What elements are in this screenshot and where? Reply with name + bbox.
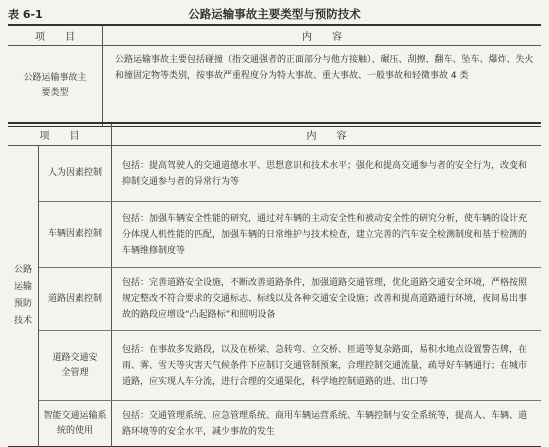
header-content: 内 容 <box>103 25 542 46</box>
row-content: 包括：在事故多发路段，以及在桥梁、急转弯、立交桥、匝道等复杂路面，易积水地点设置警告牌，在雨、雾、雪天等灾害天气候条件下应制订交通管制预案，合理控制交通流量，疏导好车辆通行；在城市道路，应实现人车分流，进行合理的交通渠化，科学地控制道路的进、出口等 <box>112 331 542 401</box>
row-name: 道路因素控制 <box>39 268 112 331</box>
prevention-technology-table <box>8 122 541 447</box>
table-header-row <box>8 25 541 46</box>
row-name-label: 智能交通运输系统的使用 <box>43 410 107 436</box>
category-cell <box>8 146 39 447</box>
category-label: 公路运输预防技术 <box>13 265 32 326</box>
row-name <box>39 331 112 401</box>
row-content: 包括：交通管理系统、应急管理系统、商用车辆运营系统、车辆控制与安全系统等，提高人、车辆、道路环境等的安全水平，减少事故的发生 <box>122 410 528 437</box>
table-row <box>8 268 541 331</box>
header-item: 项 目 <box>8 25 103 46</box>
row-content: 包括：提高驾驶人的交通道德水平、思想意识和技术水平；强化和提高交通参与者的安全行为，改变和抑制交通参与者的异常行为等 <box>112 146 542 202</box>
header-content: 内 容 <box>112 123 542 146</box>
table-row <box>8 202 541 268</box>
row-name-label: 道路交通安全管理 <box>52 352 98 378</box>
table-number: 表 6-1 <box>8 8 43 21</box>
row-content: 公路运输事故主要包括碰撞（指交通强者的正面部分与他方接触）、碾压、刮擦、翻车、坠车、爆炸、失火和撞固定物等类别，按事故严重程度分为特大事故、重大事故、一般事故和轻微事故 4 类 <box>115 55 534 81</box>
row-content: 包括：加强车辆安全性能的研究，通过对车辆的主动安全性和被动安全性的研究分析，使车辆的设计充分体现人机性能的匹配，加强车辆的日常维护与技术检查，建立完善的汽车安全检测制度和基于检测的车辆维修制度等 <box>112 202 542 268</box>
row-name: 人为因素控制 <box>39 146 112 202</box>
row-name <box>39 401 112 447</box>
row-item-label: 公路运输事故主要类型 <box>23 73 87 98</box>
row-content: 包括：完善道路安全设施，不断改善道路条件，加强道路交通管理，优化道路交通安全环境，严格按照规定整改不符合要求的交通标志、标线以及各种交通安全设施；改善和提高道路通行环境，夜间易出事故的路段应增设“凸起路标”和照明设备 <box>112 268 542 331</box>
row-name: 车辆因素控制 <box>39 202 112 268</box>
table-row <box>8 146 541 202</box>
accident-types-table <box>8 24 541 127</box>
row-item <box>8 46 103 127</box>
table-row <box>8 401 541 447</box>
header-item: 项 目 <box>8 123 112 146</box>
table-row <box>8 331 541 401</box>
table-header-row <box>8 123 541 146</box>
table-title-row <box>8 4 541 22</box>
table-row <box>8 46 541 127</box>
table-title: 公路运输事故主要类型与预防技术 <box>188 7 361 21</box>
